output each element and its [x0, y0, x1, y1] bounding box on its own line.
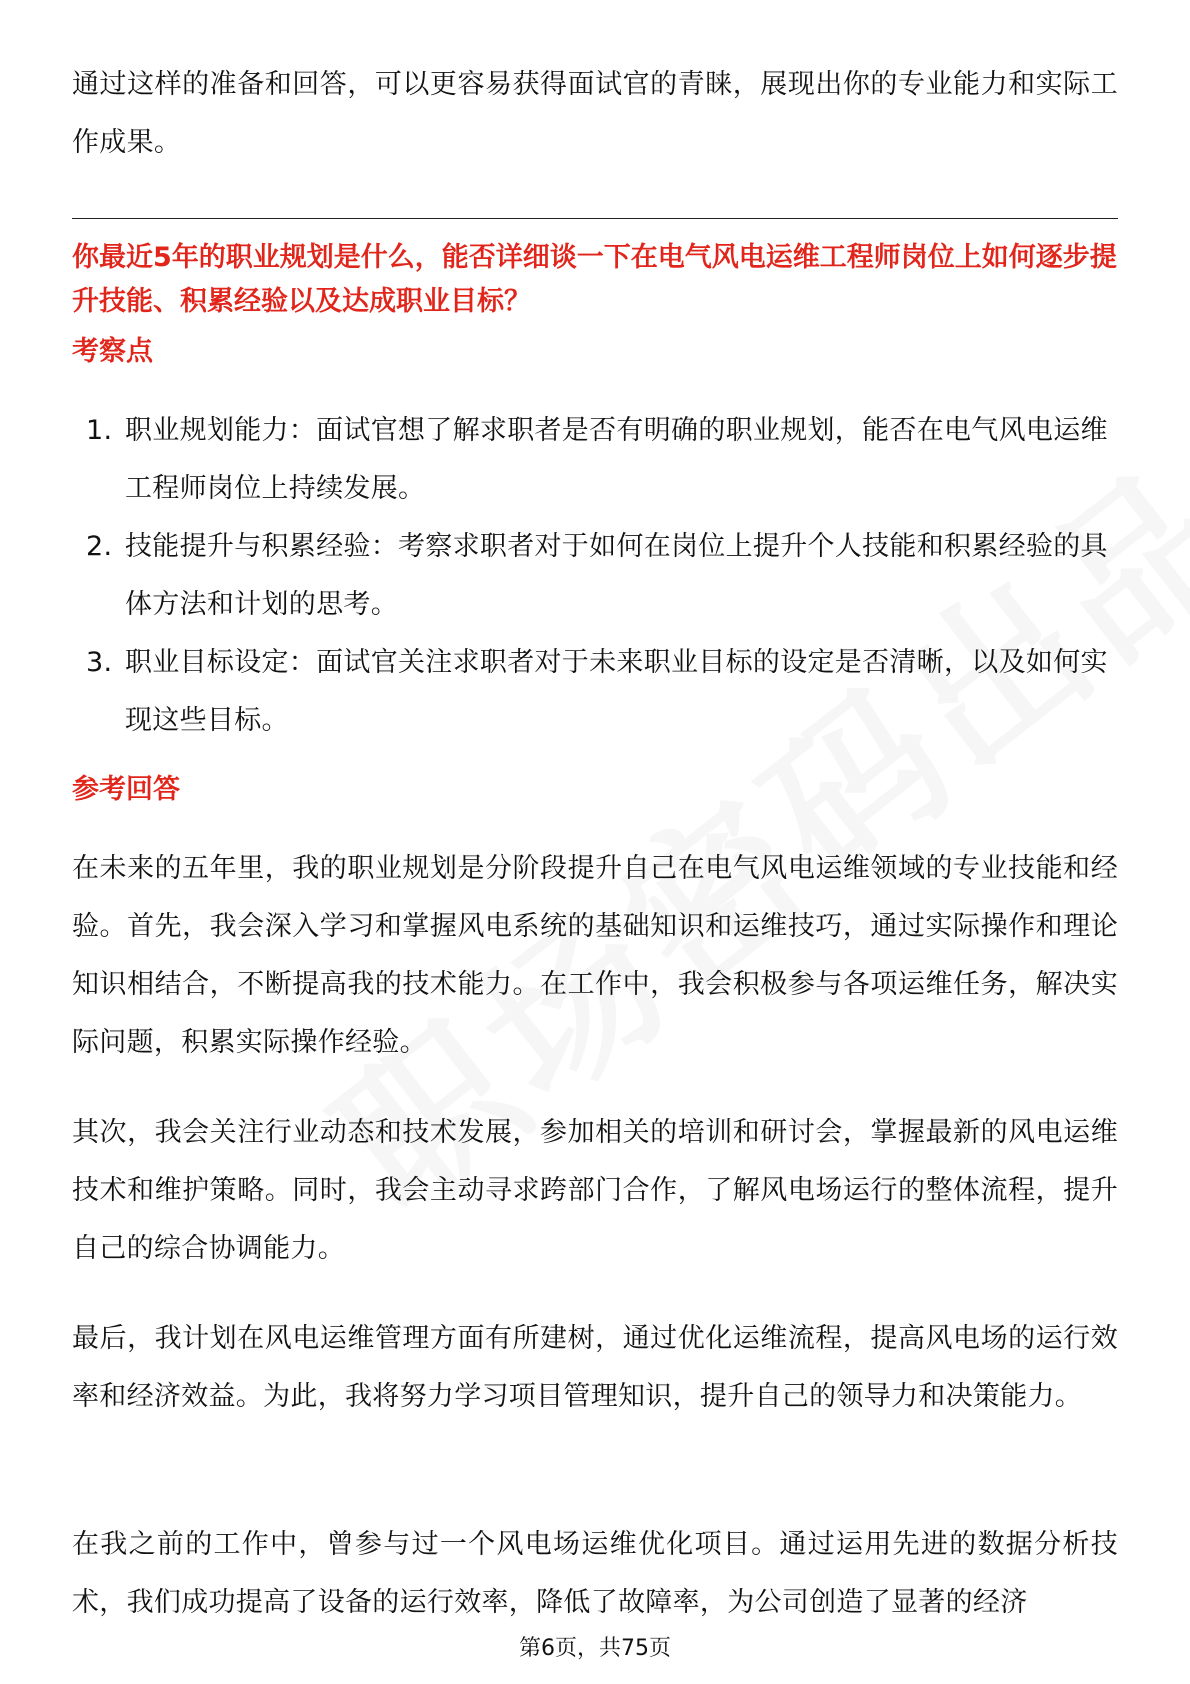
list-item-text: 职业规划能力：面试官想了解求职者是否有明确的职业规划，能否在电气风电运维工程师岗位上持续发展。 [125, 415, 1108, 504]
list-item-text: 职业目标设定：面试官关注求职者对于未来职业目标的设定是否清晰，以及如何实现这些目标。 [125, 647, 1108, 736]
answer-paragraph: 在我之前的工作中，曾参与过一个风电场运维优化项目。通过运用先进的数据分析技术，我们成功提高了设备的运行效率，降低了故障率，为公司创造了显著的经济 [72, 1529, 1118, 1618]
list-item [72, 402, 1118, 518]
interview-question: 你最近5年的职业规划是什么，能否详细谈一下在电气风电运维工程师岗位上如何逐步提升技能、积累经验以及达成职业目标？ [72, 242, 1117, 317]
list-item-number: 1. [86, 415, 113, 446]
page-footer: 第6页，共75页 [519, 1636, 671, 1661]
document-page [72, 0, 1118, 1684]
answer-paragraph: 在未来的五年里，我的职业规划是分阶段提升自己在电气风电运维领域的专业技能和经验。首先，我会深入学习和掌握风电系统的基础知识和运维技巧，通过实际操作和理论知识相结合，不断提高我的技术能力。在工作中，我会积极参与各项运维任务，解决实际问题，积累实际操作经验。 [72, 853, 1118, 1058]
list-item [72, 518, 1118, 634]
points-heading: 考察点 [72, 336, 153, 367]
list-item-number: 3. [86, 647, 113, 678]
list-item [72, 634, 1118, 750]
list-item-number: 2. [86, 531, 113, 562]
answer-paragraph: 其次，我会关注行业动态和技术发展，参加相关的培训和研讨会，掌握最新的风电运维技术和维护策略。同时，我会主动寻求跨部门合作，了解风电场运行的整体流程，提升自己的综合协调能力。 [72, 1117, 1118, 1264]
answer-heading: 参考回答 [72, 774, 180, 805]
intro-paragraph: 通过这样的准备和回答，可以更容易获得面试官的青睐，展现出你的专业能力和实际工作成果。 [72, 69, 1118, 158]
list-item-text: 技能提升与积累经验：考察求职者对于如何在岗位上提升个人技能和积累经验的具体方法和计划的思考。 [125, 531, 1108, 620]
answer-paragraph: 最后，我计划在风电运维管理方面有所建树，通过优化运维流程，提高风电场的运行效率和经济效益。为此，我将努力学习项目管理知识，提升自己的领导力和决策能力。 [72, 1323, 1118, 1412]
section-divider [72, 218, 1118, 219]
points-list [72, 402, 1118, 750]
